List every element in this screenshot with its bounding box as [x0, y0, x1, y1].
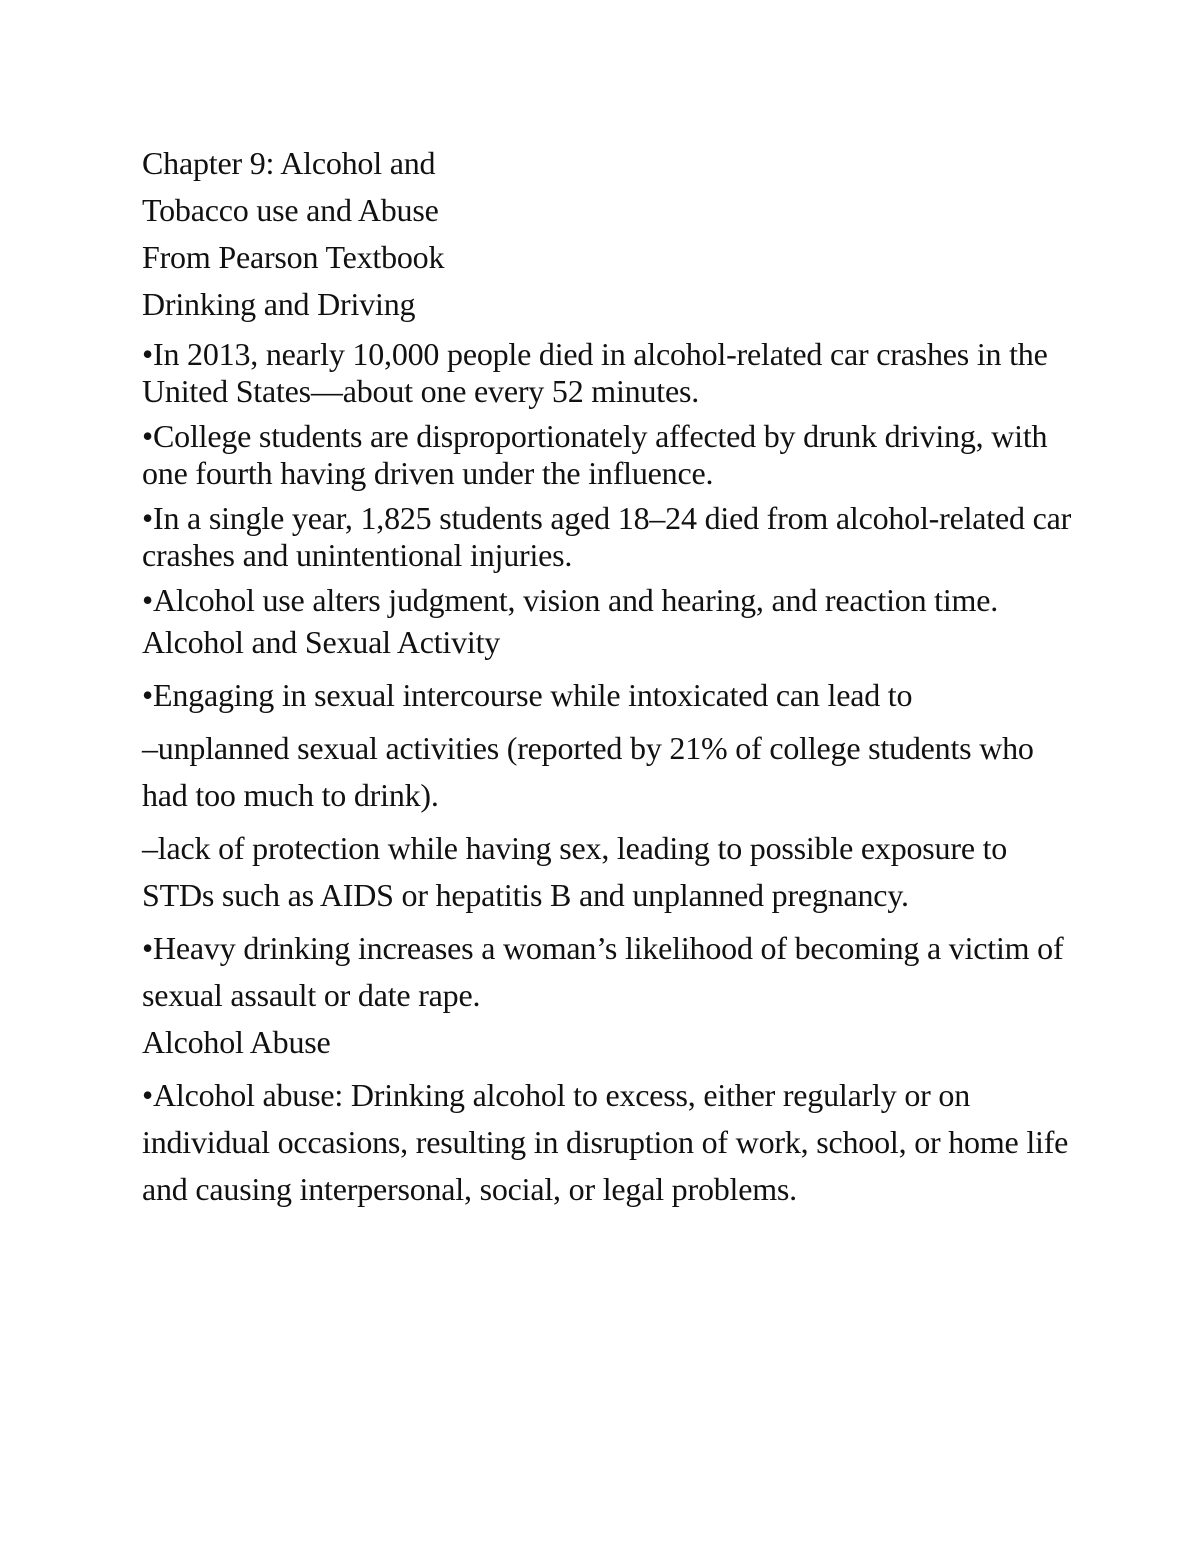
title-line-2: Tobacco use and Abuse — [142, 192, 439, 228]
document-body — [142, 140, 1072, 1219]
bullet-sexual-after: •Heavy drinking increases a woman’s likelihood of becoming a victim of sexual assault or date rape. — [142, 930, 1064, 1013]
bullet-drinking-4: •Alcohol use alters judgment, vision and hearing, and reaction time. — [142, 582, 999, 618]
title-line-1: Chapter 9: Alcohol and — [142, 145, 436, 181]
bullet-sexual-intro: •Engaging in sexual intercourse while intoxicated can lead to — [142, 677, 913, 713]
sub-item-sexual-2: –lack of protection while having sex, leading to possible exposure to STDs such as AIDS or hepatitis B and unplanned pregnancy. — [142, 830, 1008, 913]
bullet-drinking-2: •College students are disproportionately affected by drunk driving, with one fourth having driven under the influence. — [142, 418, 1048, 491]
title-line-3: From Pearson Textbook — [142, 239, 445, 275]
bullet-drinking-1: •In 2013, nearly 10,000 people died in alcohol-related car crashes in the United States—about one every 52 minutes. — [142, 336, 1048, 409]
bullet-drinking-3: •In a single year, 1,825 students aged 18–24 died from alcohol-related car crashes and unintentional injuries. — [142, 500, 1072, 573]
section-heading-drinking-driving: Drinking and Driving — [142, 286, 416, 322]
section-heading-sexual-activity: Alcohol and Sexual Activity — [142, 624, 501, 660]
section-heading-alcohol-abuse: Alcohol Abuse — [142, 1024, 331, 1060]
bullet-abuse-1: •Alcohol abuse: Drinking alcohol to excess, either regularly or on individual occasions, resulting in disruption of work, school, or home life and causing interpersonal, social, or legal problems. — [142, 1077, 1069, 1207]
sub-item-sexual-1: –unplanned sexual activities (reported by 21% of college students who had too much to drink). — [142, 730, 1034, 813]
